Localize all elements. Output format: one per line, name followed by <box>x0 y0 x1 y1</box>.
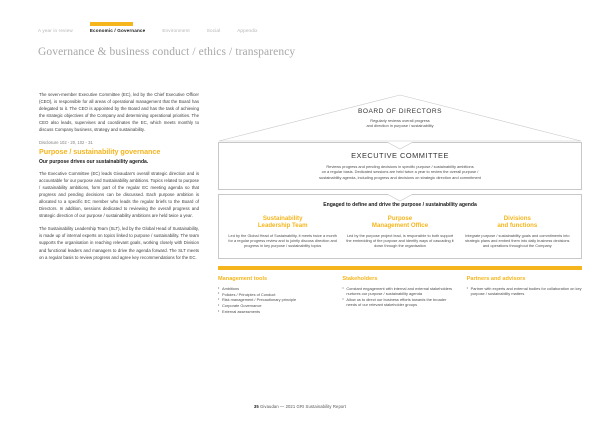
chevron-down-icon <box>387 142 413 150</box>
team-title-line-2: and functions <box>497 222 538 230</box>
team-title-line-2: Leadership Team <box>257 222 308 230</box>
list-item: • Risk management / Precautionary principle <box>218 297 333 302</box>
nav-item-appendix[interactable]: Appendix <box>237 28 258 33</box>
bottom-column-list <box>342 286 457 308</box>
nav-item-a-year-in-review[interactable]: A year in review <box>38 28 73 33</box>
supporting-elements-row <box>218 276 582 314</box>
exec-body-line-3: sustainability agenda, including progress and decisions on strategic direction and commitment <box>319 174 481 180</box>
team-title-line-2: Management Office <box>371 222 429 230</box>
executive-committee-block <box>218 142 582 190</box>
team-title-line-1: Divisions <box>503 214 531 222</box>
bottom-column-management-tools <box>218 276 333 314</box>
body-paragraph-2: The Executive Committee (EC) leads Givaudan's overall strategic direction and is accountable for our purpose and Sustainability ambitions. Topics related to purpose / sustainability ambitions, form part of the regular EC meeting agenda so that progress and pending decisions can be discussed. Each purpose ambition is allocated to a specific EC member who leads the regular briefs to the Board of Directors. In addition, sessions dedicated to reviewing the overall progress and strategic direction of our purpose / sustainability ambitions are held twice a year. <box>39 170 200 219</box>
section-subheading: Our purpose drives our sustainability agenda. <box>39 158 149 165</box>
top-navigation <box>38 22 258 33</box>
team-column-purpose-management-office <box>344 215 455 249</box>
team-title-line-1: Sustainability <box>262 214 303 222</box>
intro-paragraph: The seven-member Executive Committee (EC), led by the Chief Executive Officer (CEO), is responsible for all areas of operational management that the Board has delegated to it. The CEO is appointed by the Board and has the task of achieving the strategic objectives of the Company and determining operational priorities. The CEO also leads, supervises and coordinates the EC, which meets monthly to discuss Company business, strategy and sustainability. <box>39 92 199 133</box>
board-of-directors-block <box>218 94 582 142</box>
body-paragraph-3: The Sustainability Leadership Team (SLT), led by the Global Head of Sustainability, is made up of internal experts on topics linked to purpose / sustainability. The team supports the organisation in reaching relevant goals, working closely with Division and functional leaders and managers to drive the agenda forward. The SLT meets on a regular basis to review progress and agree key recommendations for the EC. <box>39 226 199 260</box>
bottom-column-list <box>218 286 333 314</box>
team-body: Led by the Global Head of Sustainability, it meets twice a month for a regular progress review and to jointly discuss direction and progress in key purpose / sustainability topics <box>228 233 337 249</box>
page-title: Governance & business conduct / ethics / transparency <box>38 46 296 58</box>
bottom-column-stakeholders <box>342 276 457 314</box>
team-column-sustainability-leadership-team <box>227 215 338 249</box>
team-title-line-1: Purpose <box>387 214 413 222</box>
board-body-line-2: and direction in purpose / sustainability <box>366 123 434 129</box>
teams-heading: Engaged to define and drive the purpose / sustainability agenda <box>323 201 477 208</box>
accent-divider-bar <box>218 266 582 270</box>
nav-item-social[interactable]: Social <box>206 28 221 33</box>
nav-item-economic-governance[interactable]: Economic / Governance <box>90 22 146 33</box>
team-column-divisions-and-functions <box>462 215 573 249</box>
governance-diagram <box>218 94 582 315</box>
nav-item-environment[interactable]: Environment <box>162 28 190 33</box>
exec-title: EXECUTIVE COMMITTEE <box>351 151 449 160</box>
list-item: • Policies / Principles of Conduct <box>218 292 333 297</box>
bottom-column-list <box>467 286 582 297</box>
disclosure-reference: Disclosure 102 - 20, 102 - 31 <box>39 139 93 145</box>
bottom-column-title: Stakeholders <box>342 276 378 283</box>
left-text-column <box>39 91 199 267</box>
bottom-column-partners-and-advisors <box>467 276 582 314</box>
bottom-column-title: Partners and advisors <box>466 276 526 283</box>
board-body-line-1: Regularly reviews overall progress <box>370 118 430 123</box>
page-footer <box>0 404 600 409</box>
team-body: Integrate purpose / sustainability goals and commitments into strategic plans and embed them into daily business decisions and operations throughout the Company <box>465 233 570 249</box>
list-item: • Allow us to direct our business efforts towards the broader needs of our relevant stakeholder groups <box>342 297 457 308</box>
page-number: 35 <box>253 404 259 409</box>
list-item: • Ambitions <box>218 286 333 291</box>
list-item: • Corporate Governance <box>218 303 333 308</box>
list-item: • Constant engagement with internal and external stakeholders nurtures our purpose / sustainability agenda <box>342 286 457 297</box>
board-title: BOARD OF DIRECTORS <box>358 108 442 115</box>
bottom-column-title: Management tools <box>218 276 268 283</box>
exec-body-line-1: Reviews progress and pending decisions in specific purpose / sustainability ambitions <box>326 164 474 169</box>
list-item: • External assessments <box>218 309 333 314</box>
section-heading: Purpose / sustainability governance <box>39 146 161 156</box>
footer-text: Givaudan — 2021 GRI Sustainability Report <box>260 404 347 409</box>
team-body: Led by the purpose project lead, is responsible to both support the embedding of the purpose and identify ways of cascading it down through the organisation <box>346 233 454 249</box>
chevron-down-icon <box>387 194 413 202</box>
teams-block <box>218 194 582 259</box>
list-item: • Partner with experts and external bodies for collaboration on key purpose / sustainability matters <box>467 286 582 297</box>
exec-body-line-2: on a regular basis. Dedicated sessions are held twice a year to review the overall purpose / <box>321 169 479 175</box>
